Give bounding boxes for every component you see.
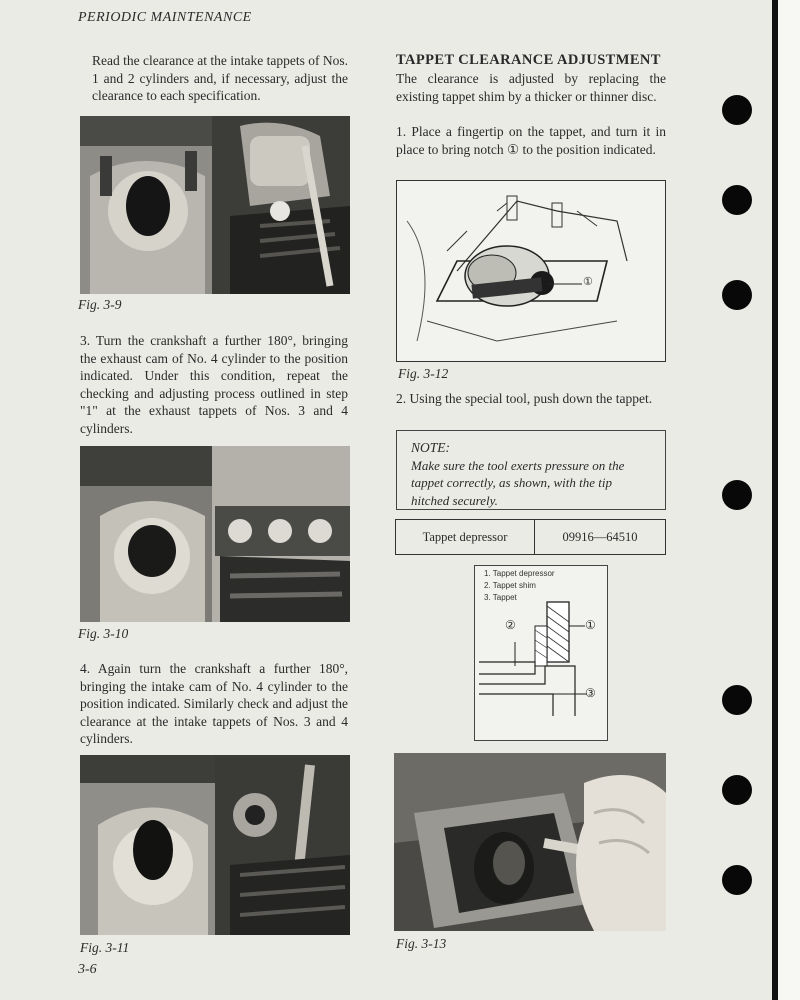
step-1-paragraph: 1. Place a fingertip on the tappet, and turn it in place to bring notch ① to the position indicated. xyxy=(396,124,666,157)
note-box xyxy=(396,430,666,510)
figure-caption: Fig. 3-11 xyxy=(80,940,130,955)
binder-hole xyxy=(722,775,752,805)
callout-3-label: ③ xyxy=(585,686,596,700)
callout-2-label: ② xyxy=(505,618,516,632)
legend-item: 3. Tappet xyxy=(484,593,517,602)
note-body: Make sure the tool exerts pressure on the tappet correctly, as shown, with the tip hitched securely. xyxy=(411,457,625,508)
binder-hole xyxy=(722,865,752,895)
page-edge xyxy=(778,0,800,1000)
section-title: TAPPET CLEARANCE ADJUSTMENT xyxy=(396,52,661,68)
binder-hole xyxy=(722,280,752,310)
photo-fig-3-9 xyxy=(80,116,350,294)
page-header: PERIODIC MAINTENANCE xyxy=(78,10,252,25)
step-4-paragraph: 4. Again turn the crankshaft a further 180°, bringing the intake cam of No. 4 cylinder to the position indicated. Similarly check and adjust the clearance at the intake tappets of Nos. 3 and 4 cylinders. xyxy=(80,661,348,746)
page-binding-shadow xyxy=(772,0,778,1000)
diagram-legend xyxy=(484,568,555,604)
figure-caption: Fig. 3-13 xyxy=(396,936,447,951)
legend-item: 2. Tappet shim xyxy=(484,581,536,590)
photo-fig-3-10 xyxy=(80,446,350,622)
intro-paragraph: Read the clearance at the intake tappets of Nos. 1 and 2 cylinders and, if necessary, adjust the clearance to each specification. xyxy=(92,53,349,103)
figure-caption: Fig. 3-10 xyxy=(78,626,129,641)
adjustment-intro: The clearance is adjusted by replacing the existing tappet shim by a thicker or thinner disc. xyxy=(396,71,666,104)
binder-hole xyxy=(722,185,752,215)
tool-number-cell: 09916—64510 xyxy=(562,529,638,544)
page-number: 3-6 xyxy=(78,962,97,977)
step-3-paragraph: 3. Turn the crankshaft a further 180°, bringing the exhaust cam of No. 4 cylinder to the position indicated. Under this condition, repeat the checking and adjusting process outlined in step "1" at the exhaust tappets of Nos. 3 and 4 cylinders. xyxy=(80,333,348,436)
binder-hole xyxy=(722,685,752,715)
photo-fig-3-11 xyxy=(80,755,350,935)
step-2-paragraph: 2. Using the special tool, push down the tappet. xyxy=(396,391,653,406)
figure-caption: Fig. 3-9 xyxy=(78,297,122,312)
callout-1-label: ① xyxy=(585,618,596,632)
photo-fig-3-13 xyxy=(394,753,666,931)
binder-hole xyxy=(722,95,752,125)
callout-1-label: ① xyxy=(583,276,593,288)
tool-name-cell: Tappet depressor xyxy=(396,520,535,554)
special-tool-table xyxy=(395,519,666,555)
binder-hole xyxy=(722,480,752,510)
note-title: NOTE: xyxy=(411,440,451,455)
legend-item: 1. Tappet depressor xyxy=(484,569,555,578)
figure-caption: Fig. 3-12 xyxy=(398,366,449,381)
diagram-fig-3-12 xyxy=(396,180,666,362)
